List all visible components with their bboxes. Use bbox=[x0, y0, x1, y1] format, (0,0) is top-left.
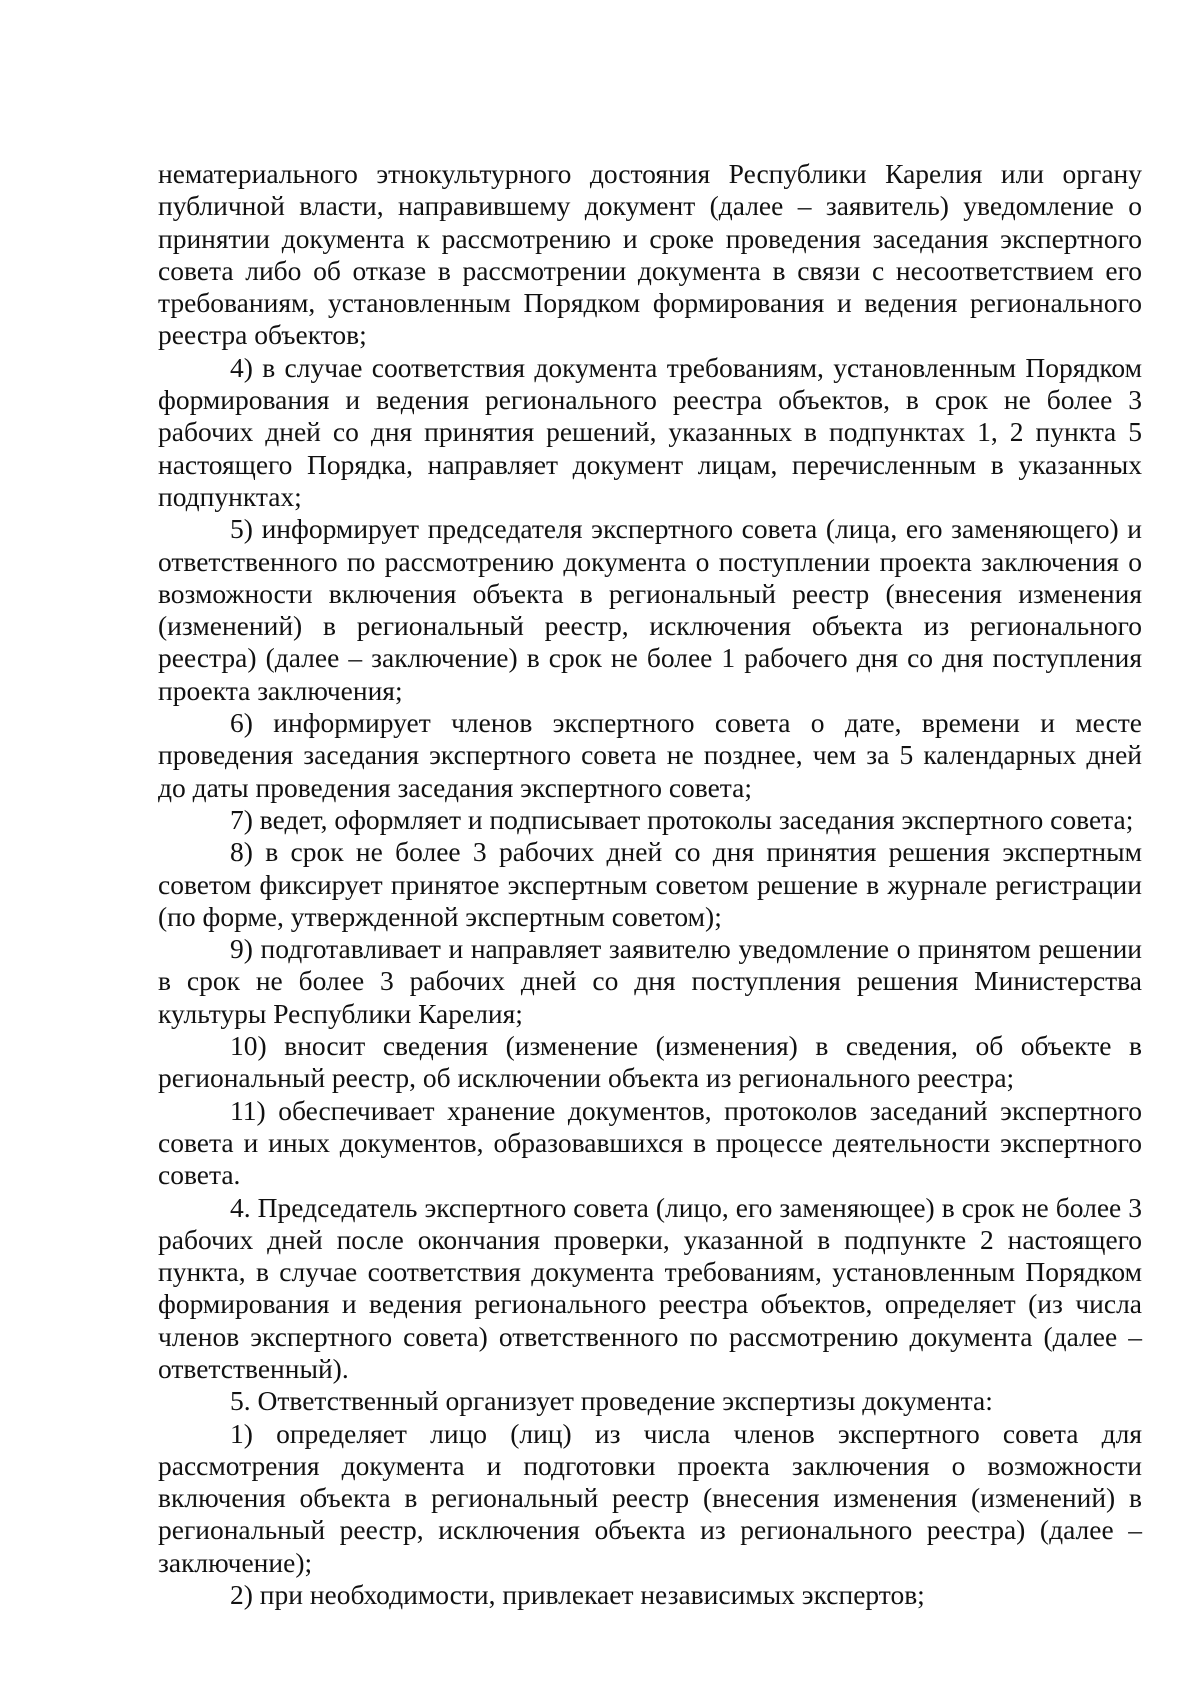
paragraph-item-3-8: 8) в срок не более 3 рабочих дней со дня принятия решения экспертным советом фиксирует принятое экспертным советом решение в журнале регистрации (по форме, утвержденной экспертным советом); bbox=[158, 836, 1142, 932]
paragraph-section-4: 4. Председатель экспертного совета (лицо, его заменяющее) в срок не более 3 рабочих дней после окончания проверки, указанной в подпункте 2 настоящего пункта, в случае соответствия документа требованиям, установленным Порядком формирования и ведения регионального реестра объектов, определяет (из числа членов экспертного совета) ответственного по рассмотрению документа (далее – ответственный). bbox=[158, 1191, 1142, 1384]
paragraph-item-3-5: 5) информирует председателя экспертного совета (лица, его заменяющего) и ответственного по рассмотрению документа о поступлении проекта заключения о возможности включения объекта в региональный реестр (внесения изменения (изменений) в региональный реестр, исключения объекта из регионального реестра) (далее – заключение) в срок не более 1 рабочего дня со дня поступления проекта заключения; bbox=[158, 513, 1142, 706]
paragraph-continuation: нематериального этнокультурного достояния Республики Карелия или органу публичной власти, направившему документ (далее – заявитель) уведомление о принятии документа к рассмотрению и сроке проведения заседания экспертного совета либо об отказе в рассмотрении документа в связи с несоответствием его требованиям, установленным Порядком формирования и ведения регионального реестра объектов; bbox=[158, 158, 1142, 351]
paragraph-item-5-2: 2) при необходимости, привлекает независимых экспертов; bbox=[230, 1579, 925, 1611]
document-body bbox=[158, 158, 1142, 1611]
paragraph-item-5-1: 1) определяет лицо (лиц) из числа членов экспертного совета для рассмотрения документа и подготовки проекта заключения о возможности включения объекта в региональный реестр (внесения изменения (изменений) в региональный реестр, исключения объекта из регионального реестра) (далее – заключение); bbox=[158, 1417, 1142, 1578]
paragraph-item-3-6: 6) информирует членов экспертного совета о дате, времени и месте проведения заседания экспертного совета не позднее, чем за 5 календарных дней до даты проведения заседания экспертного совета; bbox=[158, 707, 1142, 803]
paragraph-item-3-10: 10) вносит сведения (изменение (изменения) в сведения, об объекте в региональный реестр, об исключении объекта из регионального реестра; bbox=[158, 1030, 1142, 1094]
paragraph-section-5: 5. Ответственный организует проведение экспертизы документа: bbox=[230, 1385, 993, 1417]
paragraph-item-3-9: 9) подготавливает и направляет заявителю уведомление о принятом решении в срок не более 3 рабочих дней со дня поступления решения Министерства культуры Республики Карелия; bbox=[158, 933, 1142, 1029]
paragraph-item-3-11: 11) обеспечивает хранение документов, протоколов заседаний экспертного совета и иных документов, образовавшихся в процессе деятельности экспертного совета. bbox=[158, 1094, 1142, 1191]
paragraph-item-3-4: 4) в случае соответствия документа требованиям, установленным Порядком формирования и ведения регионального реестра объектов, в срок не более 3 рабочих дней со дня принятия решений, указанных в подпунктах 1, 2 пункта 5 настоящего Порядка, направляет документ лицам, перечисленным в указанных подпунктах; bbox=[158, 351, 1142, 512]
paragraph-item-3-7: 7) ведет, оформляет и подписывает протоколы заседания экспертного совета; bbox=[230, 803, 1134, 835]
